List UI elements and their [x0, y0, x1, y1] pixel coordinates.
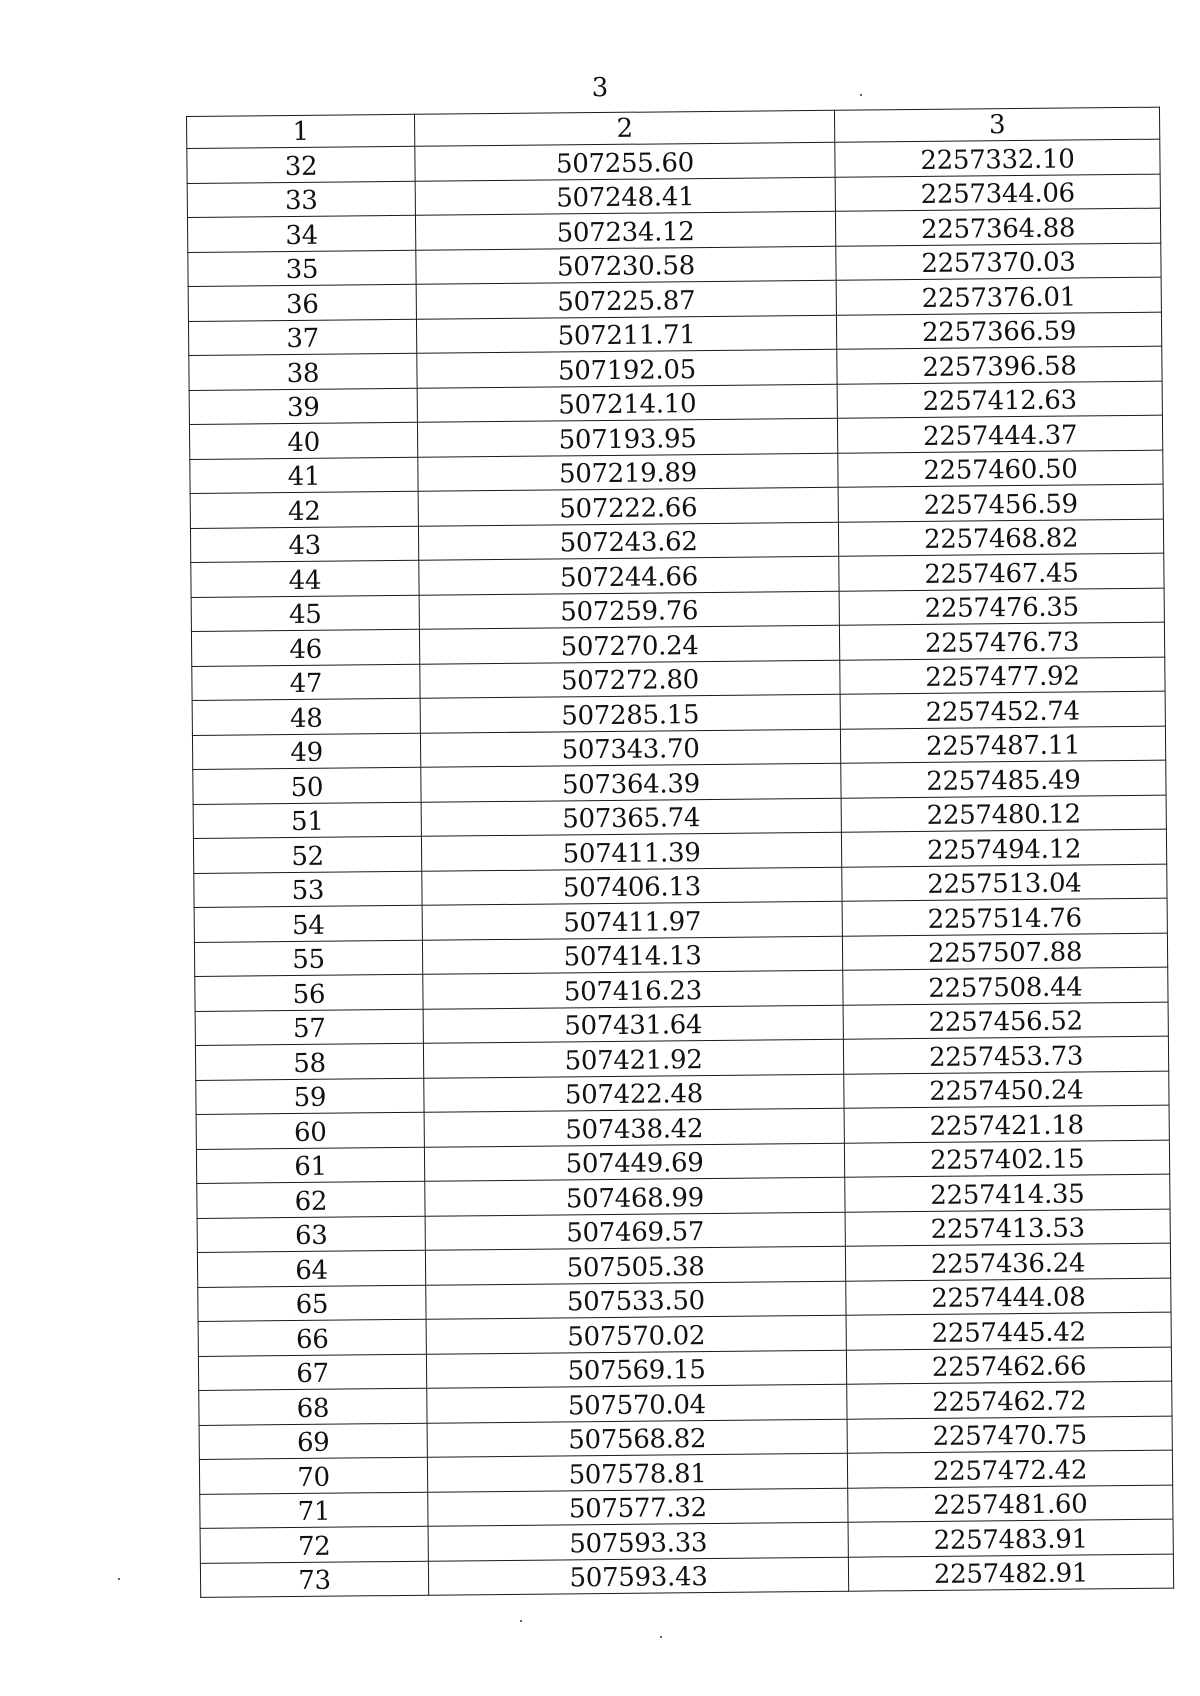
x-coordinate-cell: 507421.92 [423, 1039, 843, 1078]
point-number-cell: 43 [190, 526, 418, 563]
point-number-cell: 61 [196, 1147, 424, 1184]
scan-speck [860, 94, 862, 96]
scan-speck [660, 1636, 662, 1638]
x-coordinate-cell: 507411.39 [421, 832, 841, 871]
y-coordinate-cell: 2257487.11 [840, 726, 1165, 764]
x-coordinate-cell: 507248.41 [415, 177, 835, 216]
point-number-cell: 42 [190, 491, 418, 528]
x-coordinate-cell: 507259.76 [419, 591, 839, 630]
x-coordinate-cell: 507416.23 [423, 970, 843, 1009]
point-number-cell: 57 [195, 1009, 423, 1046]
x-coordinate-cell: 507219.89 [418, 453, 838, 492]
y-coordinate-cell: 2257468.82 [838, 519, 1163, 557]
point-number-cell: 37 [188, 319, 416, 356]
point-number-cell: 35 [188, 250, 416, 287]
point-number-cell: 47 [192, 664, 420, 701]
y-coordinate-cell: 2257444.08 [846, 1278, 1171, 1316]
point-number-cell: 46 [191, 629, 419, 666]
y-coordinate-cell: 2257344.06 [835, 174, 1160, 212]
point-number-cell: 49 [192, 733, 420, 770]
y-coordinate-cell: 2257476.73 [839, 622, 1164, 660]
y-coordinate-cell: 2257460.50 [838, 450, 1163, 488]
y-coordinate-cell: 2257508.44 [843, 967, 1168, 1005]
point-number-cell: 44 [191, 560, 419, 597]
point-number-cell: 36 [188, 284, 416, 321]
y-coordinate-cell: 2257402.15 [844, 1140, 1169, 1178]
point-number-cell: 32 [187, 146, 415, 183]
point-number-cell: 58 [195, 1043, 423, 1080]
x-coordinate-cell: 507593.43 [428, 1557, 848, 1596]
x-coordinate-cell: 507193.95 [417, 418, 837, 457]
y-coordinate-cell: 2257332.10 [835, 139, 1160, 177]
x-coordinate-cell: 507593.33 [428, 1522, 848, 1561]
x-coordinate-cell: 507577.32 [428, 1488, 848, 1527]
x-coordinate-cell: 507243.62 [418, 522, 838, 561]
y-coordinate-cell: 2257414.35 [845, 1174, 1170, 1212]
x-coordinate-cell: 507406.13 [422, 867, 842, 906]
column-header-2: 2 [414, 110, 834, 146]
coordinates-table-container [186, 107, 1173, 1598]
x-coordinate-cell: 507414.13 [422, 936, 842, 975]
y-coordinate-cell: 2257476.35 [839, 588, 1164, 626]
y-coordinate-cell: 2257481.60 [848, 1485, 1173, 1523]
y-coordinate-cell: 2257472.42 [847, 1450, 1172, 1488]
point-number-cell: 54 [194, 905, 422, 942]
y-coordinate-cell: 2257483.91 [848, 1519, 1173, 1557]
point-number-cell: 60 [196, 1112, 424, 1149]
column-header-3: 3 [834, 107, 1159, 142]
y-coordinate-cell: 2257456.52 [843, 1002, 1168, 1040]
x-coordinate-cell: 507270.24 [419, 625, 839, 664]
page-number: 3 [591, 73, 609, 103]
y-coordinate-cell: 2257412.63 [837, 381, 1162, 419]
y-coordinate-cell: 2257453.73 [843, 1036, 1168, 1074]
y-coordinate-cell: 2257507.88 [842, 933, 1167, 971]
point-number-cell: 69 [199, 1423, 427, 1460]
y-coordinate-cell: 2257421.18 [844, 1105, 1169, 1143]
x-coordinate-cell: 507364.39 [421, 763, 841, 802]
y-coordinate-cell: 2257444.37 [837, 415, 1162, 453]
x-coordinate-cell: 507422.48 [424, 1074, 844, 1113]
point-number-cell: 56 [195, 974, 423, 1011]
x-coordinate-cell: 507225.87 [416, 280, 836, 319]
x-coordinate-cell: 507469.57 [425, 1212, 845, 1251]
point-number-cell: 63 [197, 1216, 425, 1253]
point-number-cell: 73 [200, 1561, 428, 1598]
y-coordinate-cell: 2257462.66 [846, 1347, 1171, 1385]
point-number-cell: 64 [197, 1250, 425, 1287]
y-coordinate-cell: 2257477.92 [840, 657, 1165, 695]
x-coordinate-cell: 507272.80 [420, 660, 840, 699]
scan-speck [520, 1620, 522, 1622]
point-number-cell: 39 [189, 388, 417, 425]
x-coordinate-cell: 507570.02 [426, 1315, 846, 1354]
point-number-cell: 52 [193, 836, 421, 873]
y-coordinate-cell: 2257514.76 [842, 898, 1167, 936]
y-coordinate-cell: 2257370.03 [836, 243, 1161, 281]
x-coordinate-cell: 507214.10 [417, 384, 837, 423]
y-coordinate-cell: 2257445.42 [846, 1312, 1171, 1350]
coordinates-table [186, 107, 1174, 1598]
x-coordinate-cell: 507438.42 [424, 1108, 844, 1147]
point-number-cell: 67 [198, 1354, 426, 1391]
point-number-cell: 34 [187, 215, 415, 252]
point-number-cell: 41 [190, 457, 418, 494]
x-coordinate-cell: 507365.74 [421, 798, 841, 837]
point-number-cell: 55 [194, 940, 422, 977]
point-number-cell: 66 [198, 1319, 426, 1356]
scan-speck [118, 1578, 120, 1580]
y-coordinate-cell: 2257485.49 [841, 760, 1166, 798]
point-number-cell: 65 [198, 1285, 426, 1322]
x-coordinate-cell: 507569.15 [426, 1350, 846, 1389]
y-coordinate-cell: 2257364.88 [835, 208, 1160, 246]
point-number-cell: 71 [200, 1492, 428, 1529]
y-coordinate-cell: 2257436.24 [845, 1243, 1170, 1281]
x-coordinate-cell: 507255.60 [415, 142, 835, 181]
y-coordinate-cell: 2257513.04 [842, 864, 1167, 902]
point-number-cell: 38 [189, 353, 417, 390]
point-number-cell: 48 [192, 698, 420, 735]
point-number-cell: 45 [191, 595, 419, 632]
point-number-cell: 50 [193, 767, 421, 804]
y-coordinate-cell: 2257482.91 [848, 1554, 1173, 1592]
y-coordinate-cell: 2257366.59 [836, 312, 1161, 350]
x-coordinate-cell: 507505.38 [425, 1246, 845, 1285]
x-coordinate-cell: 507244.66 [419, 556, 839, 595]
x-coordinate-cell: 507343.70 [420, 729, 840, 768]
y-coordinate-cell: 2257470.75 [847, 1416, 1172, 1454]
x-coordinate-cell: 507568.82 [427, 1419, 847, 1458]
x-coordinate-cell: 507533.50 [426, 1281, 846, 1320]
y-coordinate-cell: 2257480.12 [841, 795, 1166, 833]
y-coordinate-cell: 2257467.45 [839, 553, 1164, 591]
point-number-cell: 68 [199, 1388, 427, 1425]
y-coordinate-cell: 2257396.58 [837, 346, 1162, 384]
point-number-cell: 72 [200, 1526, 428, 1563]
table-body [187, 139, 1174, 1597]
y-coordinate-cell: 2257494.12 [841, 829, 1166, 867]
y-coordinate-cell: 2257450.24 [844, 1071, 1169, 1109]
point-number-cell: 51 [193, 802, 421, 839]
point-number-cell: 33 [187, 181, 415, 218]
y-coordinate-cell: 2257462.72 [847, 1381, 1172, 1419]
x-coordinate-cell: 507431.64 [423, 1005, 843, 1044]
x-coordinate-cell: 507192.05 [417, 349, 837, 388]
x-coordinate-cell: 507468.99 [425, 1177, 845, 1216]
y-coordinate-cell: 2257376.01 [836, 277, 1161, 315]
x-coordinate-cell: 507211.71 [416, 315, 836, 354]
x-coordinate-cell: 507411.97 [422, 901, 842, 940]
y-coordinate-cell: 2257413.53 [845, 1209, 1170, 1247]
x-coordinate-cell: 507449.69 [424, 1143, 844, 1182]
x-coordinate-cell: 507230.58 [416, 246, 836, 285]
point-number-cell: 62 [197, 1181, 425, 1218]
x-coordinate-cell: 507222.66 [418, 487, 838, 526]
point-number-cell: 70 [199, 1457, 427, 1494]
column-header-1: 1 [187, 114, 415, 148]
point-number-cell: 53 [194, 871, 422, 908]
x-coordinate-cell: 507578.81 [427, 1453, 847, 1492]
x-coordinate-cell: 507234.12 [415, 211, 835, 250]
point-number-cell: 40 [189, 422, 417, 459]
x-coordinate-cell: 507570.04 [427, 1384, 847, 1423]
point-number-cell: 59 [196, 1078, 424, 1115]
y-coordinate-cell: 2257456.59 [838, 484, 1163, 522]
x-coordinate-cell: 507285.15 [420, 694, 840, 733]
y-coordinate-cell: 2257452.74 [840, 691, 1165, 729]
